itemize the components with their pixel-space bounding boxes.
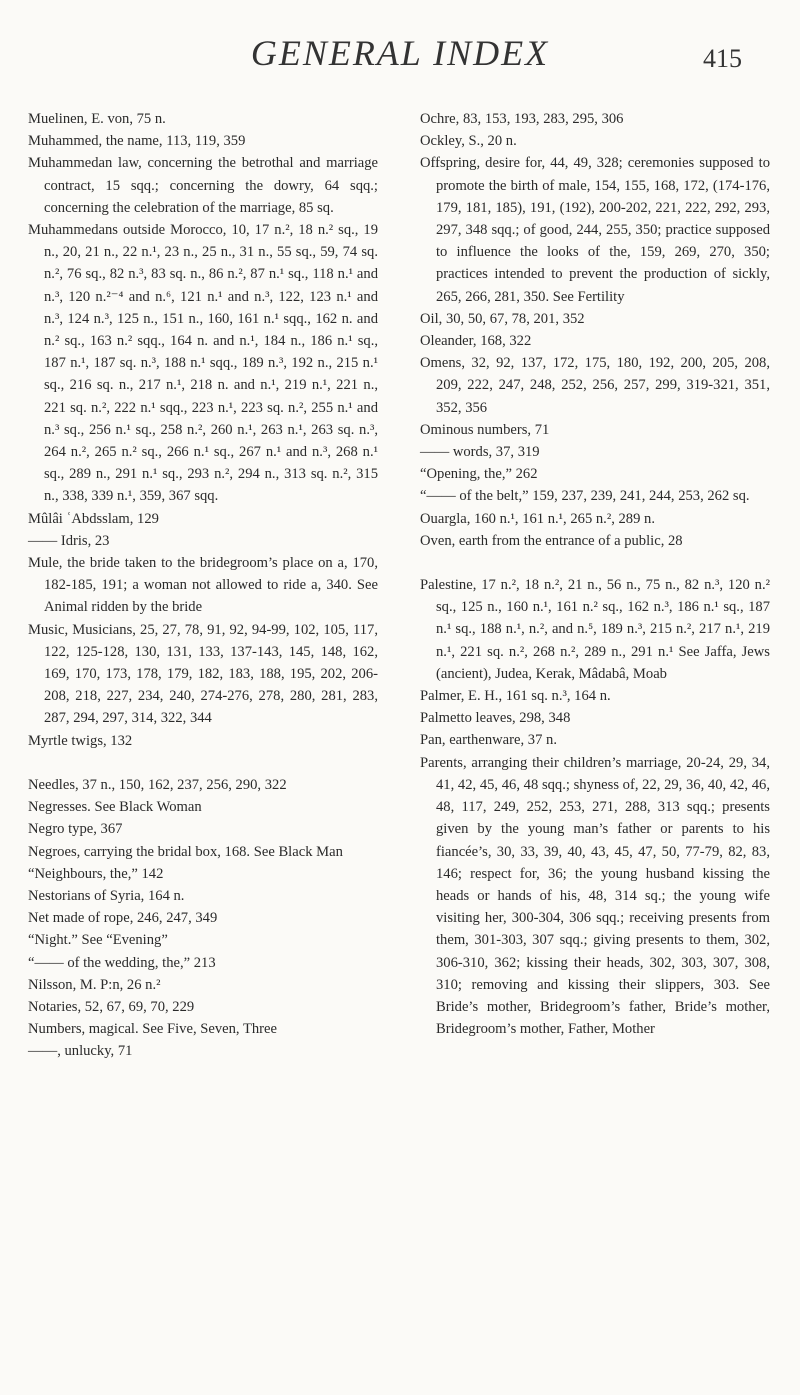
index-entry: Offspring, desire for, 44, 49, 328; ceremonies supposed to promote the birth of male, 154, 155, 168, 172, (174-176, 179, 181, 185), 191, (192), 200-202, 221, 222, 292, 293, 297, 348 sqq.; of good, 244, 255, 350; practice supposed to influence the looks of the, 159, 269, 270, 350; practices intended to prevent the production of sickly, 265, 266, 281, 350. See Fertility — [420, 155, 770, 305]
index-entry: Palmetto leaves, 298, 348 — [420, 710, 571, 727]
index-entry: Muelinen, E. von, 75 n. — [28, 111, 166, 127]
index-entry: Ouargla, 160 n.¹, 161 n.¹, 265 n.², 289 n. — [420, 510, 655, 527]
index-entry: Nilsson, M. P:n, 26 n.² — [28, 976, 161, 993]
index-entry: “Neighbours, the,” 142 — [28, 865, 164, 882]
index-entry: Oleander, 168, 322 — [420, 333, 532, 350]
index-entry: Negroes, carrying the bridal box, 168. See Black Man — [28, 843, 343, 860]
index-entry: Needles, 37 n., 150, 162, 237, 256, 290, 322 — [28, 776, 287, 793]
index-entry: Palestine, 17 n.², 18 n.², 21 n., 56 n., 75 n., 82 n.³, 120 n.² sq., 125 n., 160 n.¹, 161 n.² sq., 162 n.³, 186 n.¹ sq., 187 n.¹ sq., 188 n.¹, n.², and n.⁵, 189 n.³, 215 n.², 217 n.¹, 219 n.¹, 221 sq. n.², 268 n.², 289 n., 291 n.¹ See Jaffa, Jews (ancient), Judea, Kerak, Mâdabâ, Moab — [420, 577, 770, 682]
index-entry: Palmer, E. H., 161 sq. n.³, 164 n. — [420, 688, 611, 705]
index-entry: Mule, the bride taken to the bridegroom’s place on a, 170, 182-185, 191; a woman not allowed to ride a, 340. See Animal ridden by the bride — [28, 555, 378, 616]
index-entry: “Opening, the,” 262 — [420, 466, 538, 483]
index-entry: Mûlâi ʿAbdsslam, 129 — [28, 510, 159, 527]
index-column-right — [420, 108, 770, 1040]
index-entry: —— words, 37, 319 — [420, 444, 540, 461]
index-entry: “Night.” See “Evening” — [28, 932, 168, 949]
index-entry: Ockley, S., 20 n. — [420, 133, 517, 150]
index-entry: Ominous numbers, 71 — [420, 421, 550, 438]
page-number: 415 — [703, 44, 742, 73]
index-entry: Muhammedans outside Morocco, 10, 17 n.², 18 n.² sq., 19 n., 20, 21 n., 22 n.¹, 23 n., 25 n., 31 n., 55 sq., 59, 74 sq. n.², 76 sq., 82 n.³, 83 sq. n., 86 n.², 87 n.¹ sq., 118 n.¹ and n.³, 120 n.²⁻⁴ and n.⁶, 121 n.¹ and n.³, 122, 123 n.¹ and n.³, 124 n.³, 125 n., 151 n., 160, 161 n.¹ sqq., 162 n. and n.² sq., 163 n.² sqq., 164 n. and n.¹, 184 n., 186 n.¹ sq., 187 n.¹, 187 sq. n.³, 188 n.¹ sqq., 189 n.³, 192 n., 215 n.¹ sq., 216 sq. n., 217 n.¹, 218 n. and n.¹, 219 n.¹, 221 n., 221 sq. n.², 222 n.¹ sqq., 223 n.¹, 223 sq. n.², 255 n.¹ and n.³ sq., 256 n.¹ sq., 258 n.², 260 n.¹, 263 n.¹, 263 sq. n.³, 264 n.², 265 n.² sq., 266 n.¹ sq., 267 n.¹ and n.³, 268 n.¹ sq., 289 n., 291 n.¹ sq., 293 n.², 294 n., 313 sq. n.², 315 n., 338, 339 n.¹, 359, 367 sqq. — [28, 222, 378, 505]
index-entry: Notaries, 52, 67, 69, 70, 229 — [28, 998, 195, 1015]
index-entry: Nestorians of Syria, 164 n. — [28, 887, 185, 904]
index-column-left — [28, 108, 378, 1063]
index-entry: Parents, arranging their children’s marriage, 20-24, 29, 34, 41, 42, 45, 46, 48 sqq.; shyness of, 22, 29, 36, 40, 42, 46, 48, 117, 249, 252, 253, 271, 288, 313 sqq.; presents given by the young man’s father or parents to his fiancée’s, 30, 33, 39, 40, 43, 45, 47, 50, 77-79, 82, 83, 146; respect for, 36; the young husband kissing the heads or hands of his, 48, 314 sq.; the young wife visiting her, 300-304, 306 sqq.; receiving presents from them, 301-303, 307 sqq.; giving presents to them, 302, 306-310, 362; kissing their heads, 302, 303, 307, 308, 310; removing and kissing their slippers, 303. See Bride’s mother, Bridegroom’s father, Bride’s mother, Bridegroom’s mother, Father, Mother — [420, 754, 770, 1038]
section-gap — [420, 552, 770, 574]
index-entry: Myrtle twigs, 132 — [28, 732, 133, 749]
index-entry: ——, unlucky, 71 — [28, 1043, 133, 1060]
running-title: GENERAL INDEX — [250, 33, 550, 73]
index-entry: Negro type, 367 — [28, 821, 123, 838]
index-entry: Oil, 30, 50, 67, 78, 201, 352 — [420, 310, 585, 327]
index-entry: Muhammedan law, concerning the betrothal and marriage contract, 15 sqq.; concerning the dowry, 64 sqq.; concerning the celebration of the marriage, 85 sq. — [28, 155, 378, 216]
index-entry: Oven, earth from the entrance of a public, 28 — [420, 532, 683, 549]
index-entry: Negresses. See Black Woman — [28, 799, 202, 816]
page-header — [0, 26, 800, 86]
index-entry: Muhammed, the name, 113, 119, 359 — [28, 133, 246, 150]
index-entry: —— Idris, 23 — [28, 532, 110, 549]
index-entry: Omens, 32, 92, 137, 172, 175, 180, 192, 200, 205, 208, 209, 222, 247, 248, 252, 256, 257, 299, 319-321, 351, 352, 356 — [420, 355, 770, 416]
index-entry: Net made of rope, 246, 247, 349 — [28, 910, 218, 927]
index-entry: Pan, earthenware, 37 n. — [420, 732, 557, 749]
index-entry: Ochre, 83, 153, 193, 283, 295, 306 — [420, 111, 624, 127]
section-gap — [28, 752, 378, 774]
index-entry: “—— of the belt,” 159, 237, 239, 241, 244, 253, 262 sq. — [420, 488, 750, 505]
index-entry: Music, Musicians, 25, 27, 78, 91, 92, 94-99, 102, 105, 117, 122, 125-128, 130, 131, 133, 137-143, 145, 148, 162, 169, 170, 173, 178, 179, 182, 183, 188, 195, 202, 206-208, 218, 227, 234, 240, 274-276, 278, 280, 281, 283, 287, 294, 297, 314, 322, 344 — [28, 621, 378, 727]
index-entry: Numbers, magical. See Five, Seven, Three — [28, 1021, 277, 1038]
index-entry: “—— of the wedding, the,” 213 — [28, 954, 216, 971]
